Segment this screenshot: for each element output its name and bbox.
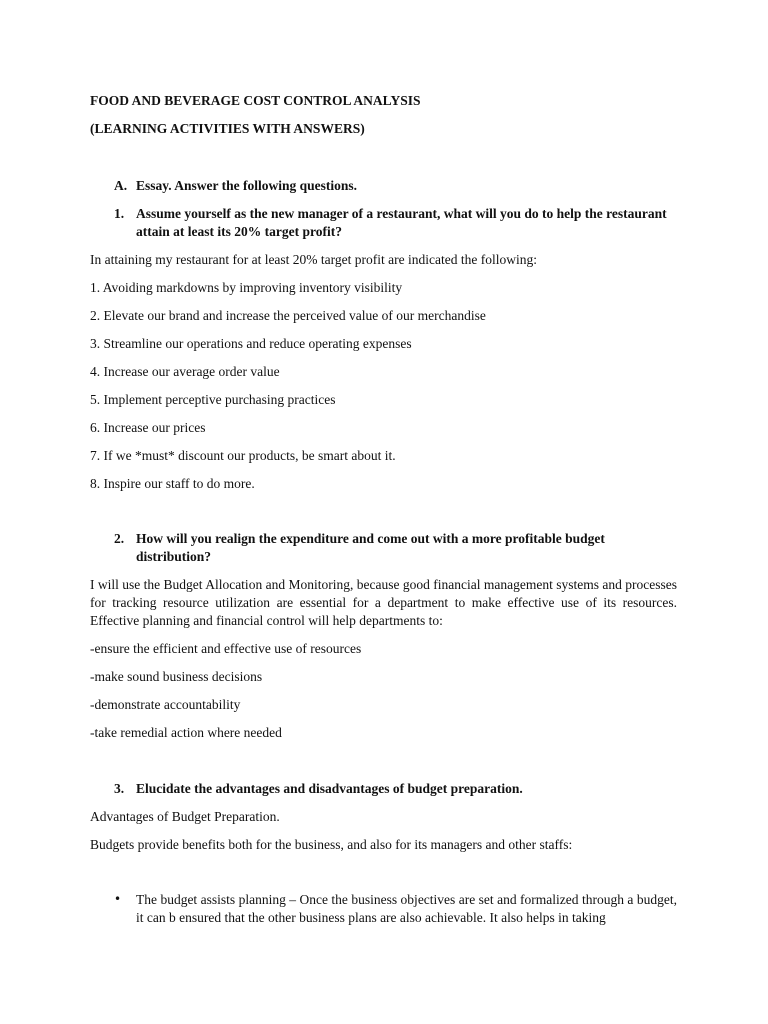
question-3-text: Elucidate the advantages and disadvantages of budget preparation.: [136, 781, 523, 796]
question-2-answer: I will use the Budget Allocation and Monitoring, because good financial management systems and processes for tracking resource utilization are essential for a department to make effective use of its resources. Effective planning and financial control will help departments to:: [90, 577, 677, 628]
question-3-intro: Budgets provide benefits both for the business, and also for its managers and other staffs:: [90, 837, 573, 852]
question-1-item: 5. Implement perceptive purchasing practices: [90, 392, 336, 407]
document-subtitle: (LEARNING ACTIVITIES WITH ANSWERS): [90, 121, 365, 136]
question-1-item: 2. Elevate our brand and increase the perceived value of our merchandise: [90, 308, 486, 323]
question-1-item: 8. Inspire our staff to do more.: [90, 476, 255, 491]
question-1-item: 4. Increase our average order value: [90, 364, 280, 379]
bullet-item: The budget assists planning – Once the business objectives are set and formalized through a budget, it can b ensured that the other business plans are also achievable. It also helps in taking: [136, 892, 677, 925]
question-2-item: -make sound business decisions: [90, 669, 263, 684]
question-2-item: -take remedial action where needed: [90, 725, 282, 740]
question-2-item: -demonstrate accountability: [90, 697, 241, 712]
section-a-marker: A.: [114, 178, 128, 193]
question-1-text: Assume yourself as the new manager of a restaurant, what will you do to help the restaurant attain at least its 20% target profit?: [136, 206, 667, 239]
question-1-number: 1.: [114, 206, 125, 221]
question-3-number: 3.: [114, 781, 125, 796]
question-1-item: 6. Increase our prices: [90, 420, 206, 435]
question-2-item: -ensure the efficient and effective use of resources: [90, 641, 362, 656]
question-1-intro: In attaining my restaurant for at least 20% target profit are indicated the following:: [90, 252, 537, 267]
question-2-text: How will you realign the expenditure and come out with a more profitable budget distribution?: [136, 531, 605, 564]
question-1-item: 7. If we *must* discount our products, be smart about it.: [90, 448, 396, 463]
question-1-item: 1. Avoiding markdowns by improving inventory visibility: [90, 280, 403, 295]
section-a-heading: Essay. Answer the following questions.: [136, 178, 358, 193]
bullet-icon: •: [114, 892, 122, 906]
document-title: FOOD AND BEVERAGE COST CONTROL ANALYSIS: [90, 93, 421, 108]
question-1-item: 3. Streamline our operations and reduce operating expenses: [90, 336, 412, 351]
advantages-heading: Advantages of Budget Preparation.: [90, 809, 280, 824]
question-2-number: 2.: [114, 531, 125, 546]
